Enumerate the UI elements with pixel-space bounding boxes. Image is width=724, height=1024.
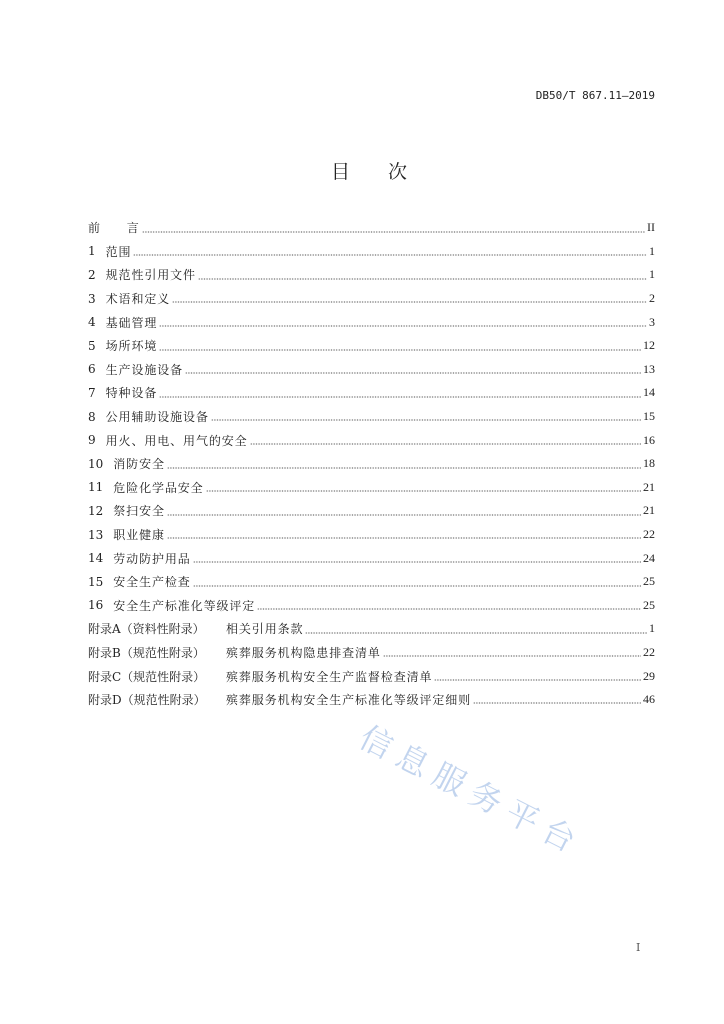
toc-entry [88,546,655,570]
toc-entry-title: 术语和定义 [105,292,171,307]
toc-entry-title: 用火、用电、用气的安全 [105,433,248,448]
toc-entry [88,428,655,452]
toc-entry-number: 14 [88,551,104,566]
dot-leader [142,231,645,233]
toc-entry-page: 14 [643,385,655,400]
toc-entry-title: 职业健康 [113,528,165,543]
appendix-page: 29 [643,668,655,683]
toc-entry [88,240,655,264]
toc-entry [88,405,655,429]
toc-entry [88,499,655,523]
toc-entry-page: 16 [643,432,655,447]
appendix-page: 46 [643,692,655,707]
table-of-contents [88,216,655,711]
toc-entry [88,594,655,618]
toc-entry-number: 1 [88,244,96,259]
toc-entry-number: 2 [88,267,96,282]
dot-leader [383,655,641,657]
toc-entry-title: 规范性引用文件 [105,268,196,283]
toc-appendix-entry [88,617,655,641]
appendix-title: 相关引用条款 [226,622,304,637]
toc-entry-number: 8 [88,409,96,424]
toc-appendix-entry [88,688,655,712]
dot-leader [159,349,641,351]
standard-code: DB50/T 867.11—2019 [535,89,655,102]
dot-leader [193,561,641,563]
toc-entry [88,287,655,311]
toc-entry-page: 21 [643,503,655,518]
toc-entry-title: 基础管理 [105,315,158,330]
toc-entry-title: 安全生产检查 [113,575,191,590]
toc-entry [88,570,655,594]
appendix-title: 殡葬服务机构隐患排查清单 [226,645,381,660]
toc-entry-page: 21 [643,479,655,494]
toc-entry-page: 13 [643,361,655,376]
appendix-page: 1 [649,621,655,636]
toc-entry-page: 12 [643,338,655,353]
toc-entry-page: 1 [649,243,655,258]
toc-entry-page: 3 [649,314,655,329]
toc-entry-preface [88,216,655,240]
dot-leader [198,278,647,280]
toc-entry-page: 18 [643,456,655,471]
toc-entry [88,476,655,500]
toc-appendix-entry [88,664,655,688]
toc-entry-number: 5 [88,338,96,353]
toc-entry-number: 3 [88,291,96,306]
toc-entry-number: 12 [88,503,104,518]
toc-entry-number: 15 [88,574,104,589]
toc-entry-page: 2 [649,291,655,306]
toc-entry-page: 1 [649,267,655,282]
appendix-page: 22 [643,644,655,659]
toc-entry [88,358,655,382]
toc-entry-number: 11 [88,480,104,495]
dot-leader [159,325,647,327]
toc-entry-title: 劳动防护用品 [113,551,191,566]
toc-entry-title: 危险化学品安全 [113,480,204,495]
appendix-label: 附录D（规范性附录） [88,693,206,708]
appendix-label: 附录B（规范性附录） [88,645,205,660]
toc-entry-title: 特种设备 [105,386,158,401]
dot-leader [167,537,641,539]
toc-entry-title: 生产设施设备 [105,362,184,377]
toc-entry-page: 25 [643,597,655,612]
toc-entry-number: 16 [88,598,104,613]
toc-entry-number: 7 [88,385,96,400]
toc-entry-number: 9 [88,433,96,448]
dot-leader [434,679,641,681]
dot-leader [211,419,641,421]
dot-leader [133,254,647,256]
toc-entry [88,334,655,358]
toc-appendix-entry [88,641,655,665]
dot-leader [185,372,641,374]
toc-entry-number: 13 [88,527,104,542]
toc-entry-page: 25 [643,574,655,589]
toc-entry-number: 10 [88,456,104,471]
toc-entry-number: 6 [88,362,96,377]
dot-leader [473,702,641,704]
dot-leader [193,585,641,587]
toc-entry-title: 范围 [105,244,132,259]
toc-entry [88,310,655,334]
page-title: 目 次 [331,161,408,183]
toc-entry-title: 祭扫安全 [113,504,165,519]
toc-entry-title: 公用辅助设施设备 [105,410,209,425]
dot-leader [206,490,641,492]
toc-entry-page: 24 [643,550,655,565]
toc-entry [88,523,655,547]
toc-entry [88,452,655,476]
toc-entry [88,381,655,405]
appendix-label: 附录A（资料性附录） [88,622,205,637]
dot-leader [167,467,641,469]
toc-entry-page: 15 [643,409,655,424]
appendix-title: 殡葬服务机构安全生产监督检查清单 [226,669,433,684]
toc-entry-title: 场所环境 [105,339,158,354]
toc-entry-title: 消防安全 [113,457,165,472]
dot-leader [167,514,641,516]
toc-entry-title: 安全生产标准化等级评定 [113,598,256,613]
toc-entry-title: 前 言 [88,221,140,236]
appendix-title: 殡葬服务机构安全生产标准化等级评定细则 [226,693,472,708]
toc-entry-page: II [647,220,655,235]
dot-leader [159,396,641,398]
dot-leader [305,632,647,634]
page-number: I [636,941,641,954]
toc-entry-number: 4 [88,315,96,330]
toc-entry [88,263,655,287]
appendix-label: 附录C（规范性附录） [88,669,206,684]
dot-leader [250,443,641,445]
dot-leader [257,608,641,610]
toc-entry-page: 22 [643,527,655,542]
watermark: 信息服务平台 [353,718,590,864]
dot-leader [172,301,647,303]
